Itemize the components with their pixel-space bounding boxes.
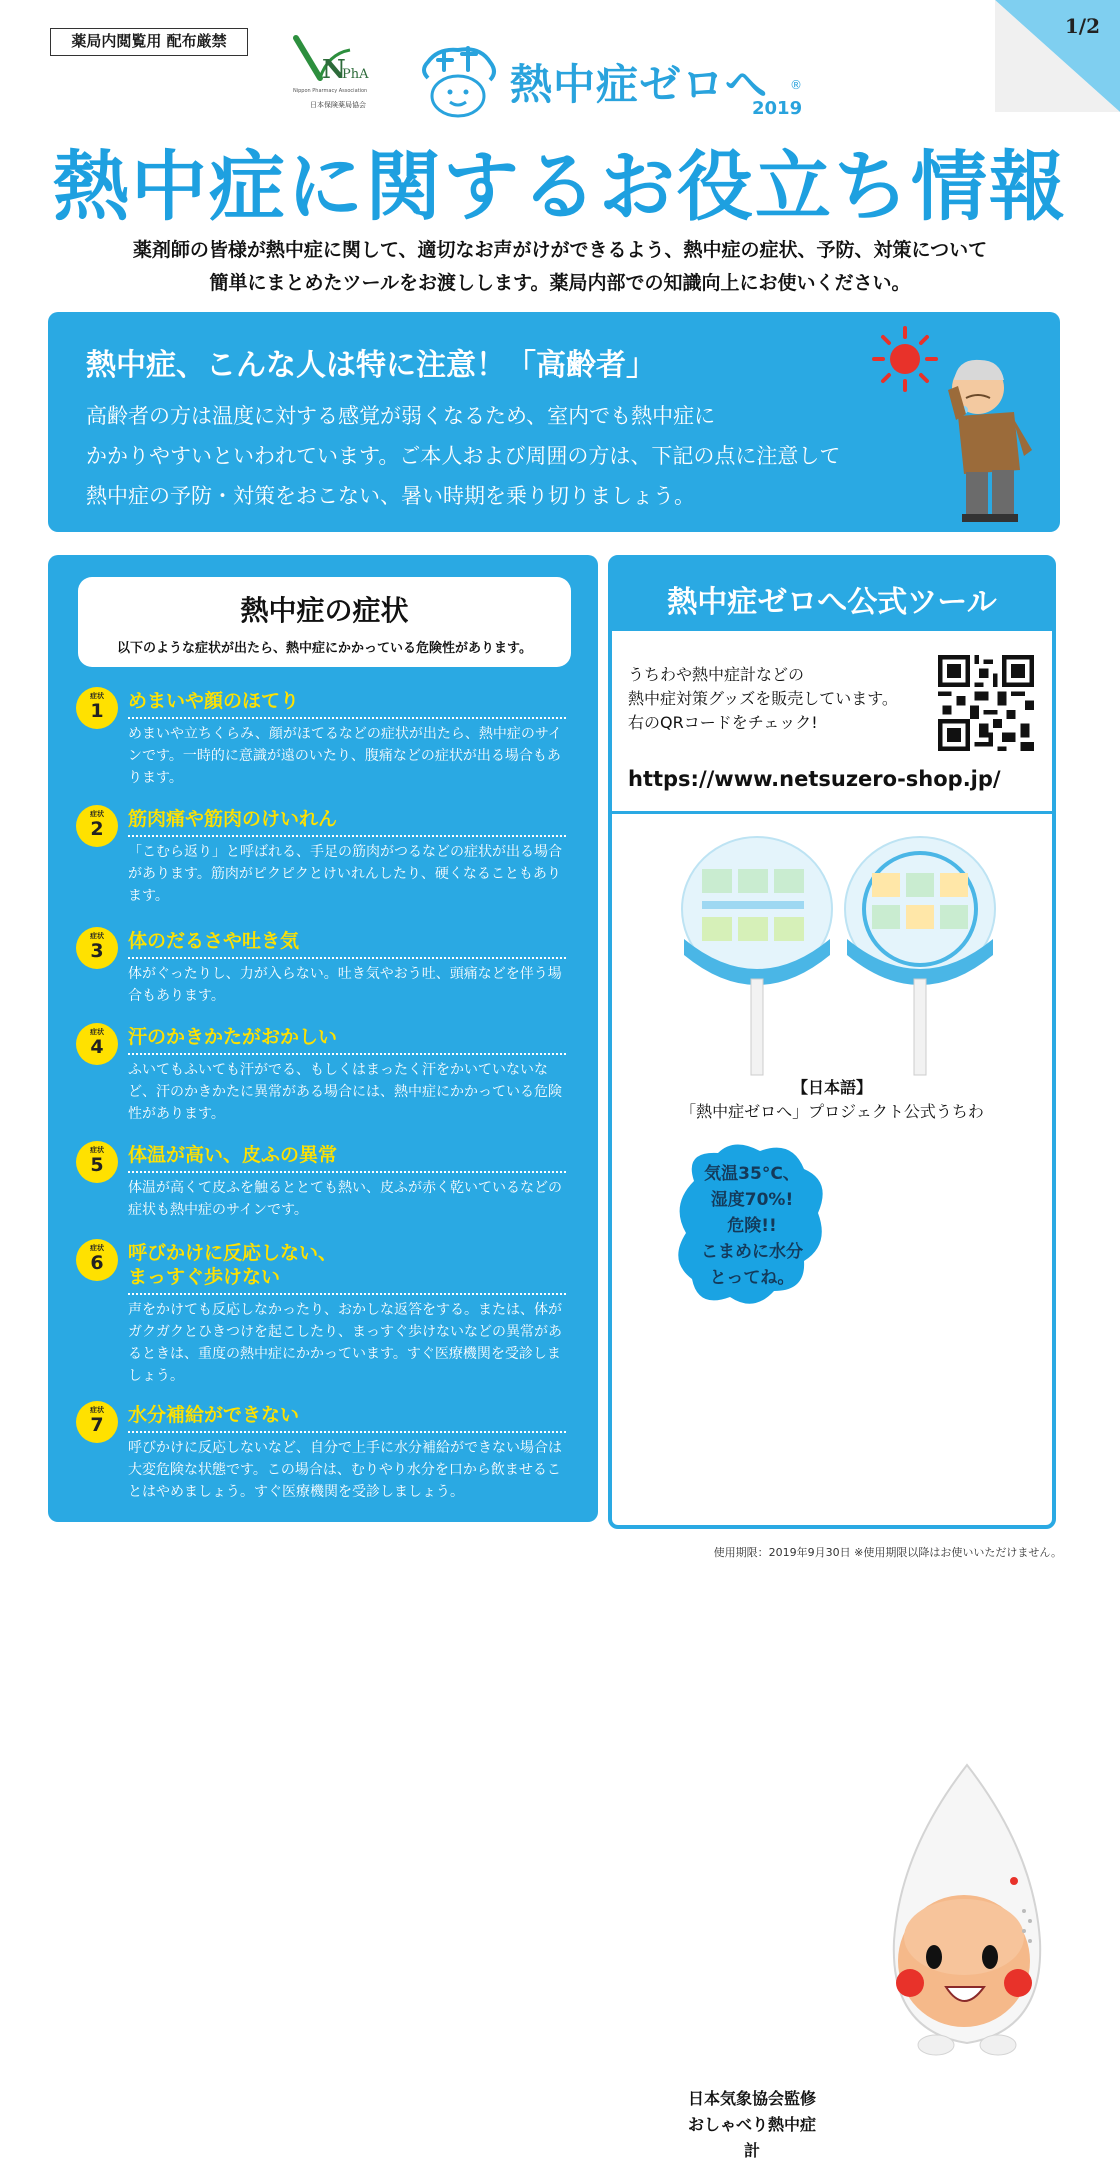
npha-english-name: Nippon Pharmacy Association	[293, 88, 368, 94]
npha-japanese-name: 日本保険薬局協会	[310, 101, 366, 109]
symptoms-subtitle: 以下のような症状が出たら、熱中症にかかっている危険性があります。	[117, 641, 532, 656]
elderly-body-line: 熱中症の予防・対策をおこない、暑い時期を乗り切りましょう。	[86, 484, 695, 508]
brand-year: 2019	[752, 98, 803, 119]
page-corner-decoration	[995, 0, 1120, 112]
symptoms-panel	[48, 555, 598, 1522]
symptom-description: めまいや立ちくらみ、顔がほてるなどの症状が出たら、熱中症のサインです。一時的に意識が遠のいたり、腹痛などの症状が出る場合もあります。	[128, 726, 562, 786]
bubble-line: 危険!!	[727, 1216, 777, 1236]
shop-url-link[interactable]: https://www.netsuzero-shop.jp/	[628, 767, 1001, 791]
official-uchiwa-fans-image	[672, 829, 1002, 1079]
brand-name: 熱中症ゼロへ	[510, 60, 769, 109]
intro-text	[60, 234, 1060, 300]
symptom-title: 汗のかきかたがおかしい	[128, 1026, 338, 1048]
dotted-divider	[128, 835, 566, 837]
symptom-title: 筋肉痛や筋肉のけいれん	[128, 808, 338, 830]
symptom-description: 「こむら返り」と呼ばれる、手足の筋肉がつるなどの症状が出る場合があります。筋肉がピクピクとけいれんしたり、硬くなることもあります。	[128, 844, 562, 904]
badge-label: 症状	[90, 1406, 104, 1414]
tools-title: 熱中症ゼロへ公式ツール	[667, 585, 997, 620]
symptom-description: ふいてもふいても汗がでる、もしくはまったく汗をかいていないなど、汗のかきかたに異常がある場合には、熱中症にかかっている危険性があります。	[128, 1062, 562, 1122]
symptom-number-badge	[76, 927, 118, 969]
elderly-body	[86, 396, 926, 516]
badge-number: 3	[90, 940, 104, 962]
symptom-description: 体がぐったりし、力が入らない。吐き気やおう吐、頭痛などを伴う場合もあります。	[128, 966, 562, 1004]
elderly-body-line: 高齢者の方は温度に対する感覚が弱くなるため、室内でも熱中症に	[86, 404, 716, 428]
symptom-item	[76, 1401, 576, 1511]
badge-label: 症状	[90, 932, 104, 940]
bubble-line: とってね。	[709, 1268, 795, 1288]
badge-number: 1	[90, 700, 104, 722]
symptom-description: 声をかけても反応しなかったり、おかしな返答をする。または、体がガクガクとひきつけを起こしたり、まっすぐ歩けないなどの異常があるときは、重度の熱中症にかかっています。すぐ医療機関を受診しましょう。	[128, 1302, 562, 1384]
badge-number: 4	[90, 1036, 104, 1058]
dotted-divider	[128, 957, 566, 959]
elderly-body-line: かかりやすいといわれています。ご本人および周囲の方は、下記の点に注意して	[86, 444, 841, 468]
tools-divider	[612, 811, 1052, 814]
symptom-title: 呼びかけに反応しない、まっすぐ歩けない	[128, 1242, 338, 1288]
symptom-title: 水分補給ができない	[128, 1404, 300, 1426]
bubble-line: 気温35°C、	[704, 1164, 800, 1184]
dotted-divider	[128, 1171, 566, 1173]
badge-label: 症状	[90, 810, 104, 818]
badge-number: 7	[90, 1414, 104, 1436]
bubble-line: 湿度70%!	[710, 1190, 794, 1210]
tools-header	[612, 559, 1052, 631]
page-number: 1/2	[1064, 14, 1100, 38]
symptom-title: 体のだるさや吐き気	[128, 930, 300, 952]
symptom-item	[76, 1239, 576, 1389]
dotted-divider	[128, 1293, 566, 1295]
symptom-number-badge	[76, 687, 118, 729]
symptom-number-badge	[76, 1239, 118, 1281]
symptoms-header	[78, 577, 571, 667]
tools-line: 熱中症対策グッズを販売しています。	[628, 689, 898, 708]
symptom-number-badge	[76, 1141, 118, 1183]
tools-description	[628, 663, 938, 735]
symptom-title: 体温が高い、皮ふの異常	[128, 1144, 338, 1166]
registered-mark: ®	[790, 78, 802, 92]
symptom-title: めまいや顔のほてり	[128, 690, 300, 712]
badge-number: 2	[90, 818, 104, 840]
qr-code[interactable]	[938, 655, 1034, 751]
svg-text:PhA: PhA	[342, 67, 369, 82]
symptom-item	[76, 805, 576, 905]
symptoms-title: 熱中症の症状	[240, 594, 409, 627]
fan-caption-title: 「熱中症ゼロへ」プロジェクト公式うちわ	[680, 1102, 984, 1121]
elderly-man-illustration	[928, 350, 1038, 526]
badge-label: 症状	[90, 1244, 104, 1252]
symptom-item	[76, 927, 576, 1007]
dotted-divider	[128, 1431, 566, 1433]
fan-caption-language: 【日本語】	[791, 1078, 872, 1097]
elderly-heading: 熱中症、こんな人は特に注意！「高齢者」	[86, 348, 656, 383]
badge-label: 症状	[90, 692, 104, 700]
symptom-number-badge	[76, 1401, 118, 1443]
intro-line: 簡単にまとめたツールをお渡しします。薬局内部での知識向上にお使いください。	[209, 272, 911, 294]
badge-label: 症状	[90, 1146, 104, 1154]
talking-heat-meter-image	[884, 1761, 1050, 2061]
bubble-line: こまめに水分	[701, 1242, 803, 1262]
symptom-number-badge	[76, 805, 118, 847]
badge-number: 5	[90, 1154, 104, 1176]
bubble-message	[684, 1161, 833, 2160]
heat-meter-caption: 日本気象協会監修 おしゃべり熱中症計	[687, 2089, 833, 2160]
symptom-description: 体温が高くて皮ふを触るととても熱い、皮ふが赤く乾いているなどの症状も熱中症のサインです。	[128, 1180, 562, 1218]
tools-line: うちわや熱中症計などの	[628, 665, 805, 684]
symptom-item	[76, 1141, 576, 1221]
symptom-item	[76, 687, 576, 787]
symptom-item	[76, 1023, 576, 1123]
symptom-description: 呼びかけに反応しないなど、自分で上手に水分補給ができない場合は大変危険な状態です。この場合は、むりやり水分を口から飲ませることはやめましょう。すぐ医療機関を受診しましょう。	[128, 1440, 562, 1500]
distribution-notice: 薬局内閲覧用 配布厳禁	[50, 28, 248, 56]
dotted-divider	[128, 1053, 566, 1055]
symptom-number-badge	[76, 1023, 118, 1065]
tools-line: 右のQRコードをチェック!	[628, 713, 818, 732]
badge-number: 6	[90, 1252, 104, 1274]
elderly-warning-panel	[48, 312, 1060, 532]
netsuzero-mascot-logo	[418, 40, 500, 120]
dotted-divider	[128, 717, 566, 719]
intro-line: 薬剤師の皆様が熱中症に関して、適切なお声がけができるよう、熱中症の症状、予防、対策について	[132, 239, 988, 261]
expiry-notice: 使用期限：2019年9月30日 ※使用期限以降はお使いいただけません。	[713, 1546, 1062, 1559]
svg-text:N: N	[322, 55, 346, 85]
badge-label: 症状	[90, 1028, 104, 1036]
page-title: 熱中症に関するお役立ち情報	[53, 142, 1067, 231]
